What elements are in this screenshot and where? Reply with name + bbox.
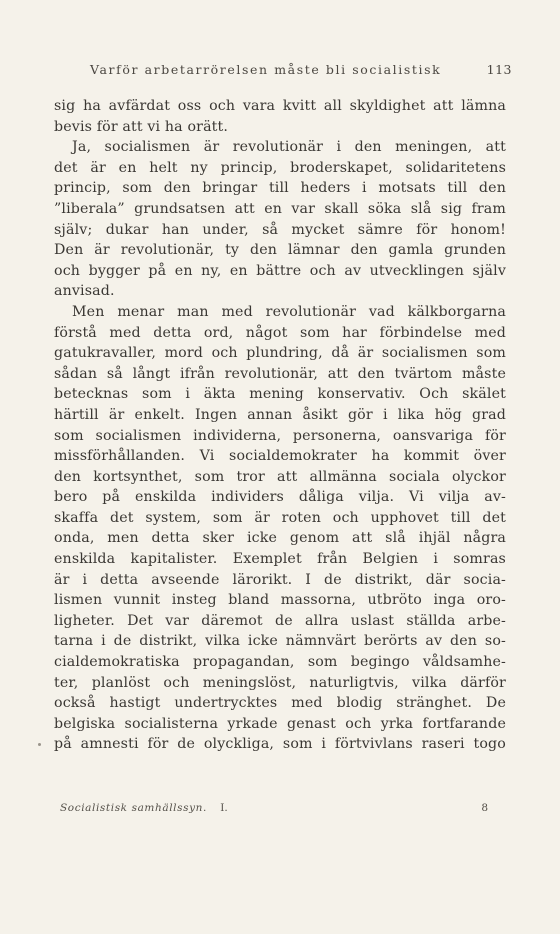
- signature-line: [60, 802, 488, 820]
- text-line: ter, planlöst och meningslöst, naturligtvis, vilka därför: [54, 674, 506, 691]
- text-line: som socialismen individerna, personerna, oansvariga för: [54, 427, 506, 444]
- signature-title: Socialistisk samhällssyn.: [60, 802, 207, 814]
- text-line: gatukravaller, mord och plundring, då är socialismen som: [54, 345, 506, 362]
- text-line: själv; dukar han under, så mycket sämre för honom!: [54, 221, 506, 238]
- text-line: sådan så långt ifrån revolutionär, att den tvärtom måste: [54, 365, 506, 382]
- margin-mark: [38, 743, 41, 746]
- text-line: lismen vunnit insteg bland massorna, utbröto inga oro-: [54, 592, 506, 609]
- text-line: ”liberala” grundsatsen att en var skall söka slå sig fram: [54, 200, 506, 217]
- text-line: och bygger på en ny, en bättre och av utvecklingen själv: [54, 262, 506, 279]
- text-line: Den är revolutionär, ty den lämnar den gamla grunden: [54, 242, 506, 259]
- text-line: bevis för att vi ha orätt.: [54, 118, 229, 135]
- text-line: härtill är enkelt. Ingen annan åsikt gör i lika hög grad: [54, 406, 506, 423]
- page-number: 113: [486, 62, 512, 77]
- text-line: är i detta avseende lärorikt. I de distrikt, där socia-: [54, 571, 506, 588]
- text-line: den kortsynthet, som tror att allmänna sociala olyckor: [54, 468, 506, 485]
- text-line: ligheter. Det var däremot de allra uslast ställda arbe-: [54, 612, 506, 629]
- text-line: cialdemokratiska propagandan, som begingo våldsamhe-: [54, 654, 506, 671]
- text-line: sig ha avfärdat oss och vara kvitt all skyldighet att lämna: [54, 98, 506, 114]
- body-text: [54, 96, 506, 755]
- text-line: belgiska socialisterna yrkade genast och yrka fortfarande: [54, 715, 506, 732]
- signature-mark: [60, 802, 228, 814]
- text-line: det är en helt ny princip, broderskapet, solidaritetens: [54, 159, 506, 176]
- text-line: missförhållanden. Vi socialdemokrater ha kommit över: [54, 448, 506, 465]
- text-line: enskilda kapitalister. Exemplet från Belgien i somras: [54, 551, 506, 568]
- signature-volume: I.: [220, 802, 228, 814]
- text-line: princip, som den bringar till heders i motsats till den: [54, 180, 506, 197]
- text-line: skaffa det system, som är roten och upphovet till det: [54, 509, 506, 526]
- running-head: [90, 62, 512, 82]
- text-line: också hastigt undertrycktes med blodig stränghet. De: [54, 695, 506, 712]
- text-line: förstå med detta ord, något som har förbindelse med: [54, 324, 506, 341]
- text-line: onda, men detta sker icke genom att slå ihjäl några: [54, 530, 506, 547]
- text-line: bero på enskilda individers dåliga vilja. Vi vilja av-: [54, 489, 506, 506]
- text-line: betecknas som i äkta mening konservativ. Och skälet: [54, 386, 506, 403]
- text-line: Ja, socialismen är revolutionär i den meningen, att: [72, 139, 506, 156]
- running-head-title: Varför arbetarrörelsen måste bli socialistisk: [90, 62, 442, 77]
- text-line: anvisad.: [54, 283, 115, 300]
- text-line: tarna i de distrikt, vilka icke nämnvärt berörts av den so-: [54, 633, 506, 650]
- text-line: Men menar man med revolutionär vad kälkborgarna: [72, 303, 506, 320]
- text-line: på amnesti för de olyckliga, som i förtvivlans raseri togo: [54, 736, 506, 753]
- signature-number: 8: [481, 802, 488, 814]
